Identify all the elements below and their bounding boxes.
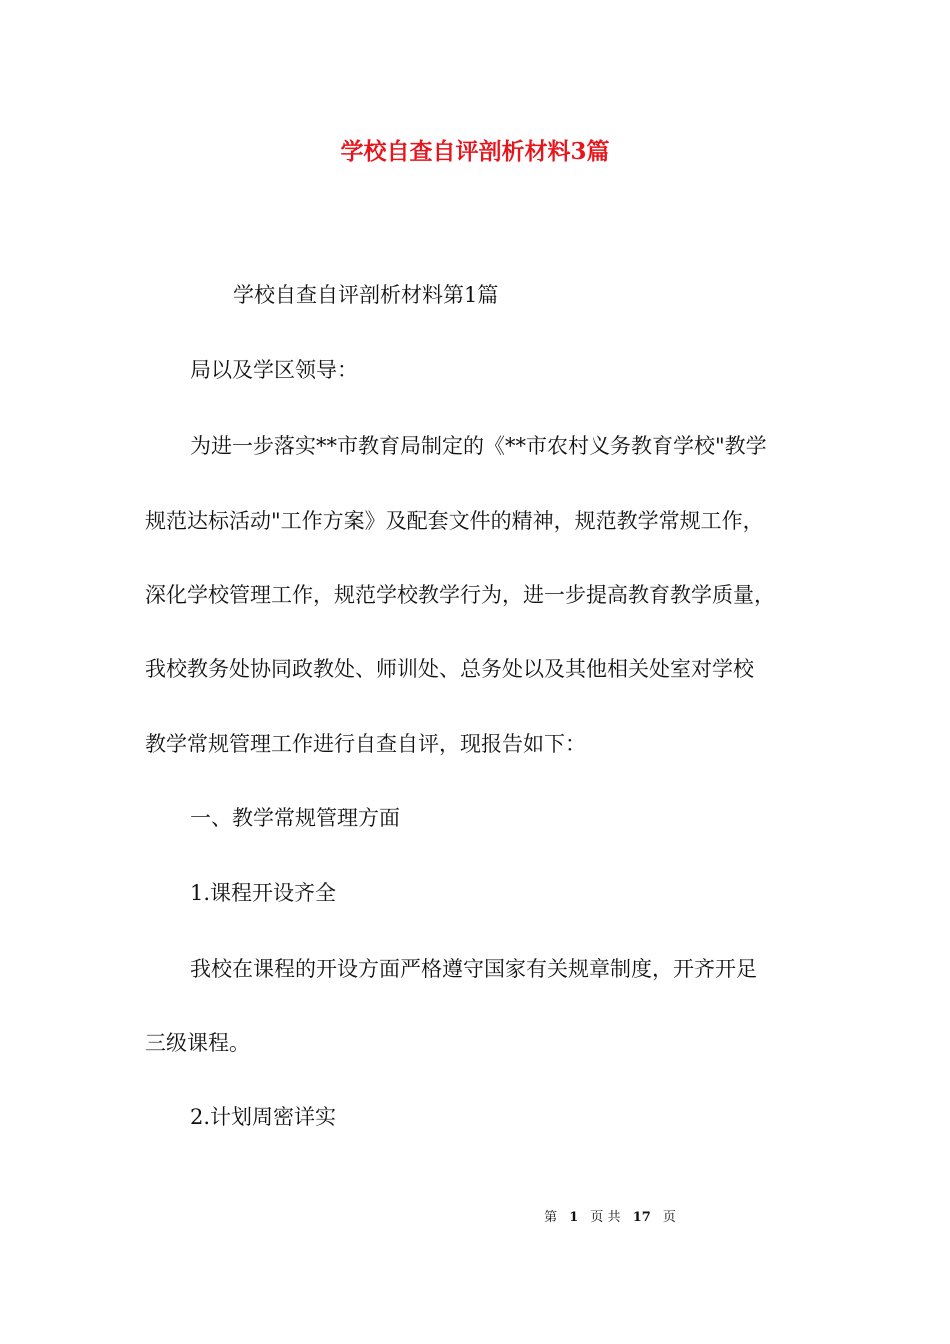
footer-mid: 页 共 bbox=[590, 1210, 621, 1225]
footer-total-pages: 17 bbox=[632, 1210, 651, 1225]
section-heading: 学校自查自评剖析材料第1篇 bbox=[233, 283, 499, 307]
list-item-heading: 2.计划周密详实 bbox=[190, 1105, 337, 1129]
subheading: 一、教学常规管理方面 bbox=[190, 806, 400, 830]
list-item-heading: 1.课程开设齐全 bbox=[190, 881, 337, 905]
document-title: 学校自查自评剖析材料3篇 bbox=[340, 138, 610, 165]
paragraph-line: 深化学校管理工作，规范学校教学行为，进一步提高教育教学质量， bbox=[145, 583, 775, 607]
paragraph-line: 规范达标活动"工作方案》及配套文件的精神，规范教学常规工作， bbox=[145, 509, 764, 533]
salutation: 局以及学区领导： bbox=[190, 358, 358, 382]
page-footer bbox=[0, 1208, 950, 1228]
paragraph-line: 我校在课程的开设方面严格遵守国家有关规章制度，开齐开足 bbox=[190, 957, 757, 981]
paragraph-line: 三级课程。 bbox=[145, 1031, 250, 1055]
paragraph-line: 教学常规管理工作进行自查自评，现报告如下： bbox=[145, 732, 586, 756]
paragraph-line: 为进一步落实**市教育局制定的《**市农村义务教育学校"教学 bbox=[190, 434, 767, 458]
paragraph-line: 我校教务处协同政教处、师训处、总务处以及其他相关处室对学校 bbox=[145, 657, 754, 681]
footer-prefix: 第 bbox=[544, 1210, 558, 1225]
footer-current-page: 1 bbox=[569, 1210, 579, 1225]
footer-suffix: 页 bbox=[662, 1210, 676, 1225]
